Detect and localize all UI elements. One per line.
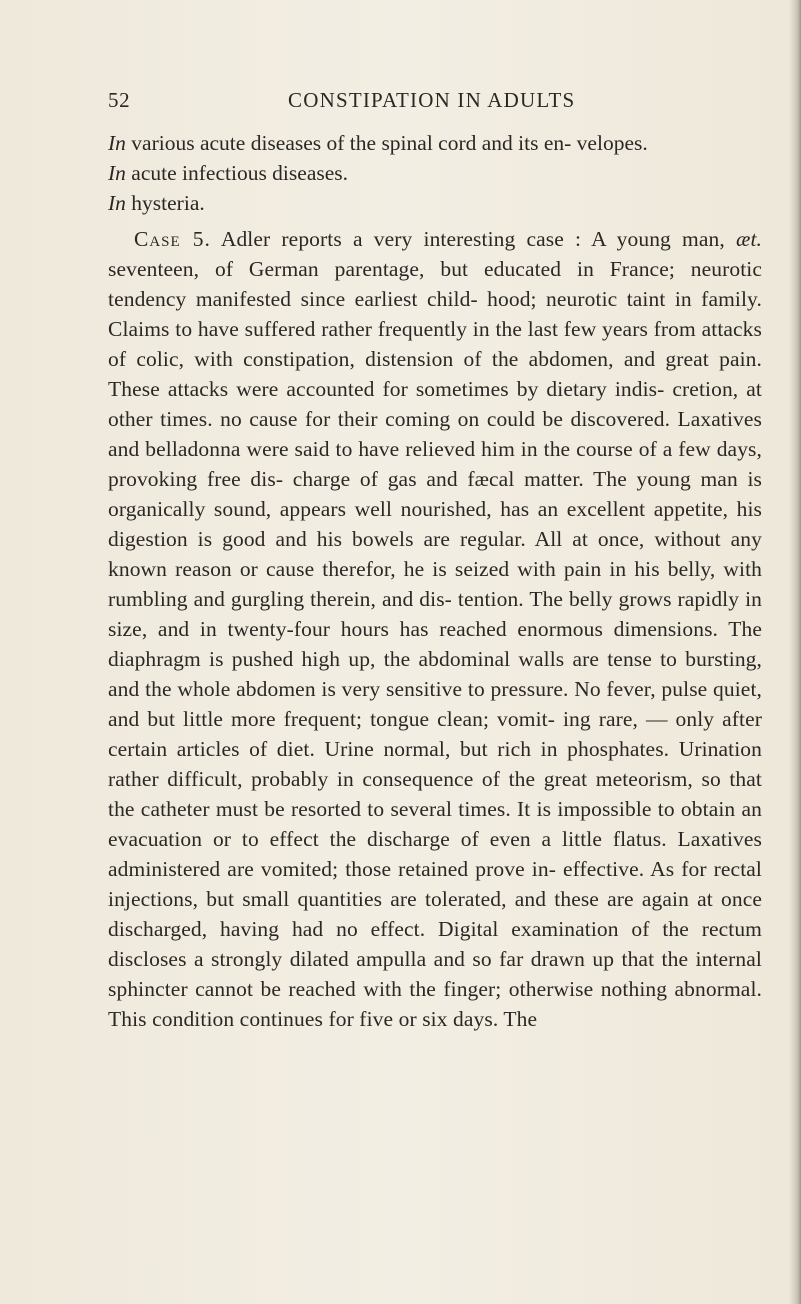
body-text <box>108 128 762 1034</box>
list-item <box>108 158 762 188</box>
case-abbreviation: æt. <box>736 227 762 251</box>
case-paragraph <box>108 224 762 1034</box>
list-item-text: hysteria. <box>125 191 205 215</box>
page-number: 52 <box>108 88 131 112</box>
list-item-lead: In <box>108 191 126 215</box>
list-item <box>108 188 762 218</box>
page-header <box>108 88 748 118</box>
list-item-lead: In <box>108 161 126 185</box>
list-item <box>108 128 762 158</box>
running-head: CONSTIPATION IN ADULTS <box>288 88 576 112</box>
list-item-text: various acute diseases of the spinal cord and its en- velopes. <box>125 131 648 155</box>
case-text-part2: seventeen, of German parentage, but educated in France; neurotic tendency manifested since earliest child- hood; neurotic taint in family. Claims to have suffered rather frequently in the last few years from attacks of colic, with constipation, distension of the abdomen, and great pain. These attacks were accounted for sometimes by dietary indis- cretion, at other times. no cause for their coming on could be discovered. Laxatives and belladonna were said to have relieved him in the course of a few days, provoking free dis- charge of gas and fæcal matter. The young man is organically sound, appears well nourished, has an excellent appetite, his digestion is good and his bowels are regular. All at once, without any known reason or cause therefor, he is seized with pain in his belly, with rumbling and gurgling therein, and dis- tention. The belly grows rapidly in size, and in twenty-four hours has reached enormous dimensions. The diaphragm is pushed high up, the abdominal walls are tense to bursting, and the whole abdomen is very sensitive to pressure. No fever, pulse quiet, and but little more frequent; tongue clean; vomit- ing rare, — only after certain articles of diet. Urine normal, but rich in phosphates. Urination rather difficult, probably in consequence of the great meteorism, so that the catheter must be resorted to several times. It is impossible to obtain an evacuation or to effect the discharge of even a little flatus. Laxatives administered are vomited; those retained prove in- effective. As for rectal injections, but small quantities are tolerated, and these are again at once discharged, having had no effect. Digital examination of the rectum discloses a strongly dilated ampulla and so far drawn up that the internal sphincter cannot be reached with the finger; otherwise nothing abnormal. This condition continues for five or six days. The <box>108 257 762 1031</box>
case-label: Case 5. <box>134 227 211 251</box>
page-edge-shadow <box>789 0 801 1304</box>
list-item-lead: In <box>108 131 126 155</box>
list-item-text: acute infectious diseases. <box>125 161 349 185</box>
case-text-part1: Adler reports a very interesting case : A young man, <box>210 227 736 251</box>
